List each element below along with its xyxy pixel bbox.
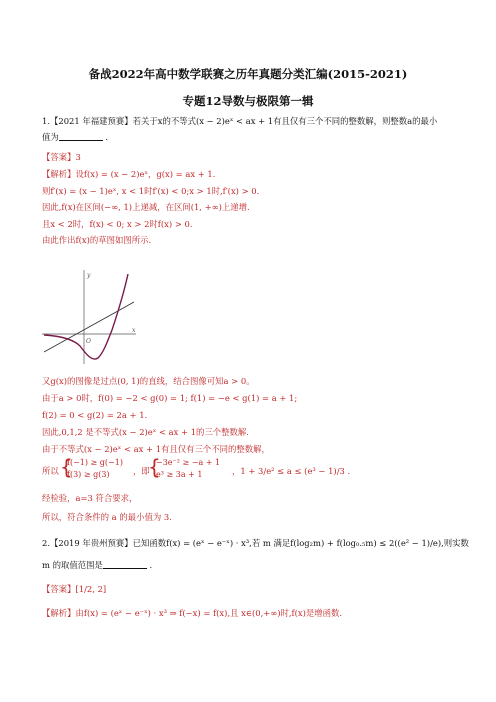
left-brace: {	[148, 455, 161, 479]
system-row: e³ ≥ 3a + 1	[156, 470, 203, 479]
q1-solution-line: 则f′(x) = (x − 1)eˣ, x < 1时f′(x) < 0;x > 1时,f′(x) > 0.	[42, 186, 260, 196]
system-row: f(3) ≥ g(3)	[67, 470, 110, 479]
system-row: −3e⁻² ≥ −a + 1	[156, 458, 221, 467]
q2-stem-text: m 的取值范围是	[42, 560, 103, 570]
q1-conclusion: 所以，符合条件的 a 的最小值为 3.	[42, 512, 172, 522]
system-mid: ，即	[133, 466, 150, 476]
system-row: f(−1) ≥ g(−1)	[67, 458, 123, 467]
q1-stem-line2	[42, 132, 108, 143]
origin-label: O	[86, 338, 91, 345]
q1-solution-line: 因此,f(x)在区间(−∞, 1)上递减，在区间(1, +∞)上递增.	[42, 202, 250, 212]
x-axis-label: x	[132, 327, 136, 334]
q2-answer: 【答案】[1/2, 2]	[42, 584, 107, 594]
q1-answer-blank	[59, 132, 103, 141]
q2-stem-end: .	[146, 560, 153, 570]
q1-solution-line: 【解析】设f(x) = (x − 2)eˣ，g(x) = ax + 1.	[42, 169, 216, 179]
q1-solution-line: f(2) = 0 < g(2) = 2a + 1.	[42, 410, 148, 420]
q1-solution-line: 又g(x)的图像是过点(0, 1)的直线，结合图像可知a > 0。	[42, 376, 255, 386]
section-title: 专题12导数与极限第一辑	[182, 94, 314, 108]
y-axis-label: y	[87, 272, 91, 279]
function-sketch	[42, 268, 138, 366]
document-title: 备战2022年高中数学联赛之历年真题分类汇编(2015-2021)	[88, 67, 408, 81]
q2-solution-line: 【解析】由f(x) = (eˣ − e⁻ˣ) · x³ ⇒ f(−x) = f(x),且 x∈(0,+∞)时,f(x)是增函数.	[42, 608, 343, 618]
q1-solution-line: 由于a > 0时，f(0) = −2 < g(0) = 1; f(1) = −e < g(1) = a + 1;	[42, 393, 298, 403]
q1-check: 经检验，a=3 符合要求，	[42, 493, 138, 503]
q1-stem-end: .	[102, 132, 109, 142]
system-prefix: 所以	[42, 466, 59, 476]
q1-solution-line: 由于不等式(x − 2)eˣ < ax + 1有且仅有三个不同的整数解，	[42, 444, 270, 454]
q1-stem-text: 值为	[42, 132, 59, 142]
q2-answer-blank	[103, 560, 147, 569]
q1-answer: 【答案】3	[42, 152, 81, 162]
system-result: ，1 + 3/e² ≤ a ≤ (e³ − 1)/3 .	[232, 466, 351, 476]
q1-solution-line: 由此作出f(x)的草图如图所示.	[42, 235, 152, 245]
curve-f	[44, 274, 128, 359]
left-brace: {	[60, 455, 73, 479]
q1-stem-line1: 1.【2021 年福建预赛】若关于x的不等式(x − 2)eˣ < ax + 1有且仅有三个不同的整数解，则整数a的最小	[42, 116, 438, 126]
q1-solution-line: 因此,0,1,2 是不等式(x − 2)eˣ < ax + 1的三个整数解.	[42, 427, 249, 437]
q1-solution-line: 且x < 2时，f(x) < 0; x > 2时f(x) > 0.	[42, 219, 193, 229]
q2-stem-line1: 2.【2019 年贵州预赛】已知函数f(x) = (eˣ − e⁻ˣ) · x³,若 m 满足f(log₂m) + f(log₀.₅m) ≤ 2((e² − 1)/e),则实数	[42, 538, 469, 548]
q2-stem-line2	[42, 560, 152, 571]
